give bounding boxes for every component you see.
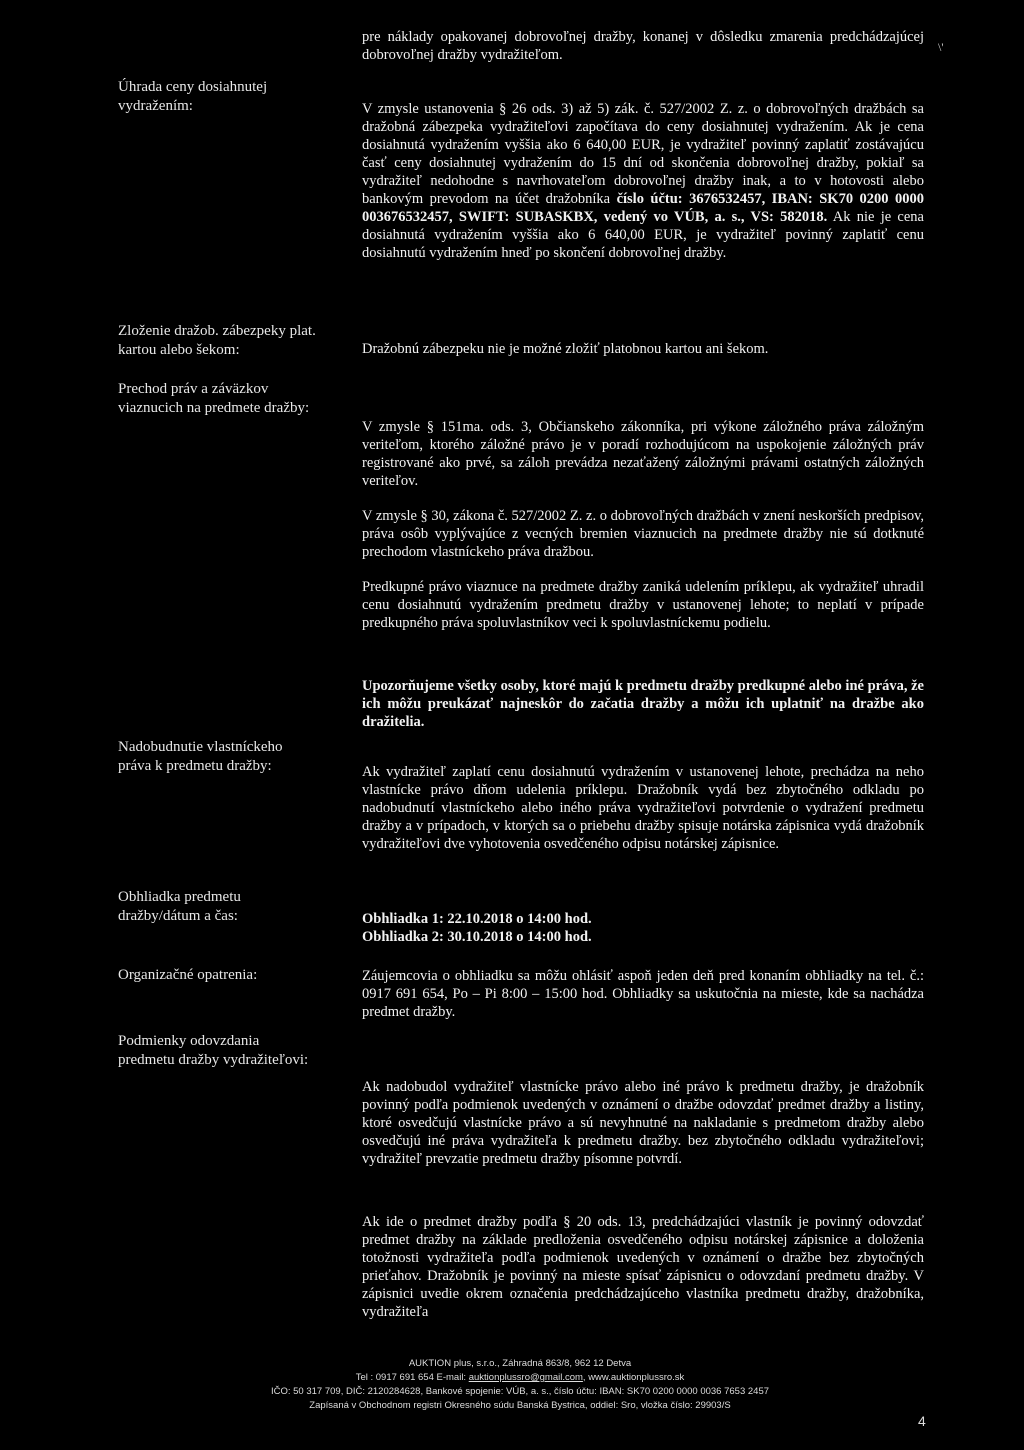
page-number: 4: [918, 1413, 926, 1429]
footer-email-link[interactable]: auktionplussro@gmail.com: [468, 1372, 583, 1383]
nadobudnutie-text: Ak vydražiteľ zaplatí cenu dosiahnutú vydražením v ustanovenej lehote, prechádza na neho vlastnícke právo dňom udelenia príklepu. Dražobník vydá bez zbytočného odkladu po nadobudnutí vlastníckeho alebo iného práva vydražiteľovi potvrdenie o vydražení predmetu dražby a v prípadoch, v ktorých sa o priebehu dražby spisuje notárska zápisnica vydá dražobník vydražiteľovi dve vyhotovenia osvedčeného odpisu notárskej zápisnice.: [362, 764, 924, 852]
footer-registration: IČO: 50 317 709, DIČ: 2120284628, Bankové spojenie: VÚB, a. s., číslo účtu: IBAN: SK70 0200 0000 0036 7653 2457: [270, 1386, 770, 1397]
obhliadka-dates: [362, 910, 924, 946]
podmienky-paragraph-1: Ak nadobudol vydražiteľ vlastnícke právo alebo iné právo k predmetu dražby, je dražobník povinný podľa podmienok uvedených v oznámení o dražbe odovzdať predmet dražby a listiny, ktoré osvedčujú vlastnícke právo a sú nevyhnutné na nakladanie s predmetom dražby alebo osvedčujú iné práva vydražiteľa k predmetu dražby. bez zbytočného odkladu vydražiteľovi; vydražiteľ prevzatie predmetu dražby písomne potvrdí.: [362, 1079, 924, 1167]
obhliadka-line-2: Obhliadka 2: 30.10.2018 o 14:00 hod.: [362, 929, 592, 945]
uhrada-text-pre: V zmysle ustanovenia § 26 ods. 3) až 5) zák. č. 527/2002 Z. z. o dobrovoľných dražbách sa dražobná zábezpeka vydražiteľovi započítava do ceny dosiahnutej vydražením. Ak je cena dosiahnutá vydražením vyššia ako 6 640,00 EUR, je vydražiteľ povinný zaplatiť zostávajúcu časť ceny dosiahnutej vydražením do 15 dní od skončenia dobrovoľnej dražby, pokiaľ sa vydražiteľ nedohodne s navrhovateľom dobrovoľnej dražby inak, a to v hotovosti alebo bankovým prevodom na účet dražobníka: [362, 101, 924, 207]
uhrada-text: [362, 100, 924, 262]
zlozenie-text: Dražobnú zábezpeku nie je možné zložiť platobnou kartou ani šekom.: [362, 341, 769, 357]
organizacne-text: Záujemcovia o obhliadku sa môžu ohlásiť aspoň jeden deň pred konaním obhliadky na tel. č.: 0917 691 654, Po – Pi 8:00 – 15:00 hod. Obhliadky sa uskutočnia na mieste, kde sa nachádza predmet dražby.: [362, 968, 924, 1020]
corner-mark: \': [938, 40, 944, 54]
prechod-paragraph-1: V zmysle § 151ma. ods. 3, Občianskeho zákonníka, pri výkone záložného práva záložným veriteľom, ktorého záložné právo je v poradí rozhodujúcom na uspokojenie záložných práv registrované ako prvé, sa záloh prevádza nezaťažený záložnými právami ostatných záložných veriteľov.: [362, 419, 924, 489]
footer-register-court: Zapísaná v Obchodnom registri Okresného súdu Banská Bystrica, oddiel: Sro, vložka číslo: 29903/S: [309, 1400, 731, 1411]
top-continuation-text: pre náklady opakovanej dobrovoľnej dražby, konanej v dôsledku zmarenia predchádzajúcej dobrovoľnej dražby vydražiteľom.: [362, 29, 924, 63]
organizacne-label: Organizačné opatrenia:: [118, 967, 258, 983]
uhrada-text-post: Ak nie je cena dosiahnutá vydražením vyššia ako 6 640,00 EUR, je vydražiteľ povinný zaplatiť cenu dosiahnutú vydražením hneď po skončení dobrovoľnej dražby.: [362, 209, 924, 261]
podmienky-label: Podmienky odovzdania predmetu dražby vydražiteľovi:: [118, 1033, 309, 1068]
page-footer: [220, 1357, 820, 1413]
prechod-notice: [362, 677, 924, 731]
podmienky-paragraph-2: Ak ide o predmet dražby podľa § 20 ods. 13, predchádzajúci vlastník je povinný odovzdať predmet dražby na základe predloženia osvedčeného odpisu notárskej zápisnice a doloženia totožnosti vydražiteľa podľa podmienok uvedených v oznámení o dražbe bez zbytočných prieťahov. Dražobník je povinný na mieste spísať zápisnicu o odovzdaní predmetu dražby. V zápisnici uvedie okrem označenia predchádzajúceho vlastníka predmetu dražby, dražobníka, vydražiteľa: [362, 1214, 924, 1320]
uhrada-label: Úhrada ceny dosiahnutej vydražením:: [118, 79, 268, 114]
prechod-label: Prechod práv a záväzkov viaznucich na predmete dražby:: [118, 381, 310, 416]
bank-account-info: číslo účtu: 3676532457, IBAN: SK70 0200 0000 003676532457, SWIFT: SUBASKBX, vedený vo VÚB, a. s., VS: 582018.: [362, 191, 924, 225]
prechod-paragraph-2: V zmysle § 30, zákona č. 527/2002 Z. z. o dobrovoľných dražbách v znení neskorších predpisov, práva osôb vyplývajúce z vecných bremien viaznucich na predmete dražby nie sú dotknuté prechodom vlastníckeho práva dražbou.: [362, 508, 924, 560]
obhliadka-label: Obhliadka predmetu dražby/dátum a čas:: [118, 889, 241, 924]
prechod-paragraph-3: Predkupné právo viaznuce na predmete dražby zaniká udelením príklepu, ak vydražiteľ uhradil cenu dosiahnutú vydražením predmetu dražby v ustanovenej lehote; to neplatí v prípade predkupného práva spoluvlastníkov veci k spoluvlastníckemu podielu.: [362, 579, 924, 631]
obhliadka-line-1: Obhliadka 1: 22.10.2018 o 14:00 hod.: [362, 911, 592, 927]
footer-company: AUKTION plus, s.r.o., Záhradná 863/8, 962 12 Detva: [408, 1358, 632, 1369]
footer-contact: Tel : 0917 691 654 E-mail: auktionplussro@gmail.com, www.auktionplussro.sk: [355, 1372, 685, 1383]
nadobudnutie-label: Nadobudnutie vlastníckeho práva k predmetu dražby:: [118, 739, 283, 774]
prechod-notice-bold: Upozorňujeme všetky osoby, ktoré majú k predmetu dražby predkupné alebo iné práva, že ich môžu preukázať najneskôr do začatia dražby a môžu ich uplatniť na dražbe ako dražitelia.: [362, 678, 924, 730]
zlozenie-label: Zloženie dražob. zábezpeky plat. kartou alebo šekom:: [118, 323, 316, 358]
